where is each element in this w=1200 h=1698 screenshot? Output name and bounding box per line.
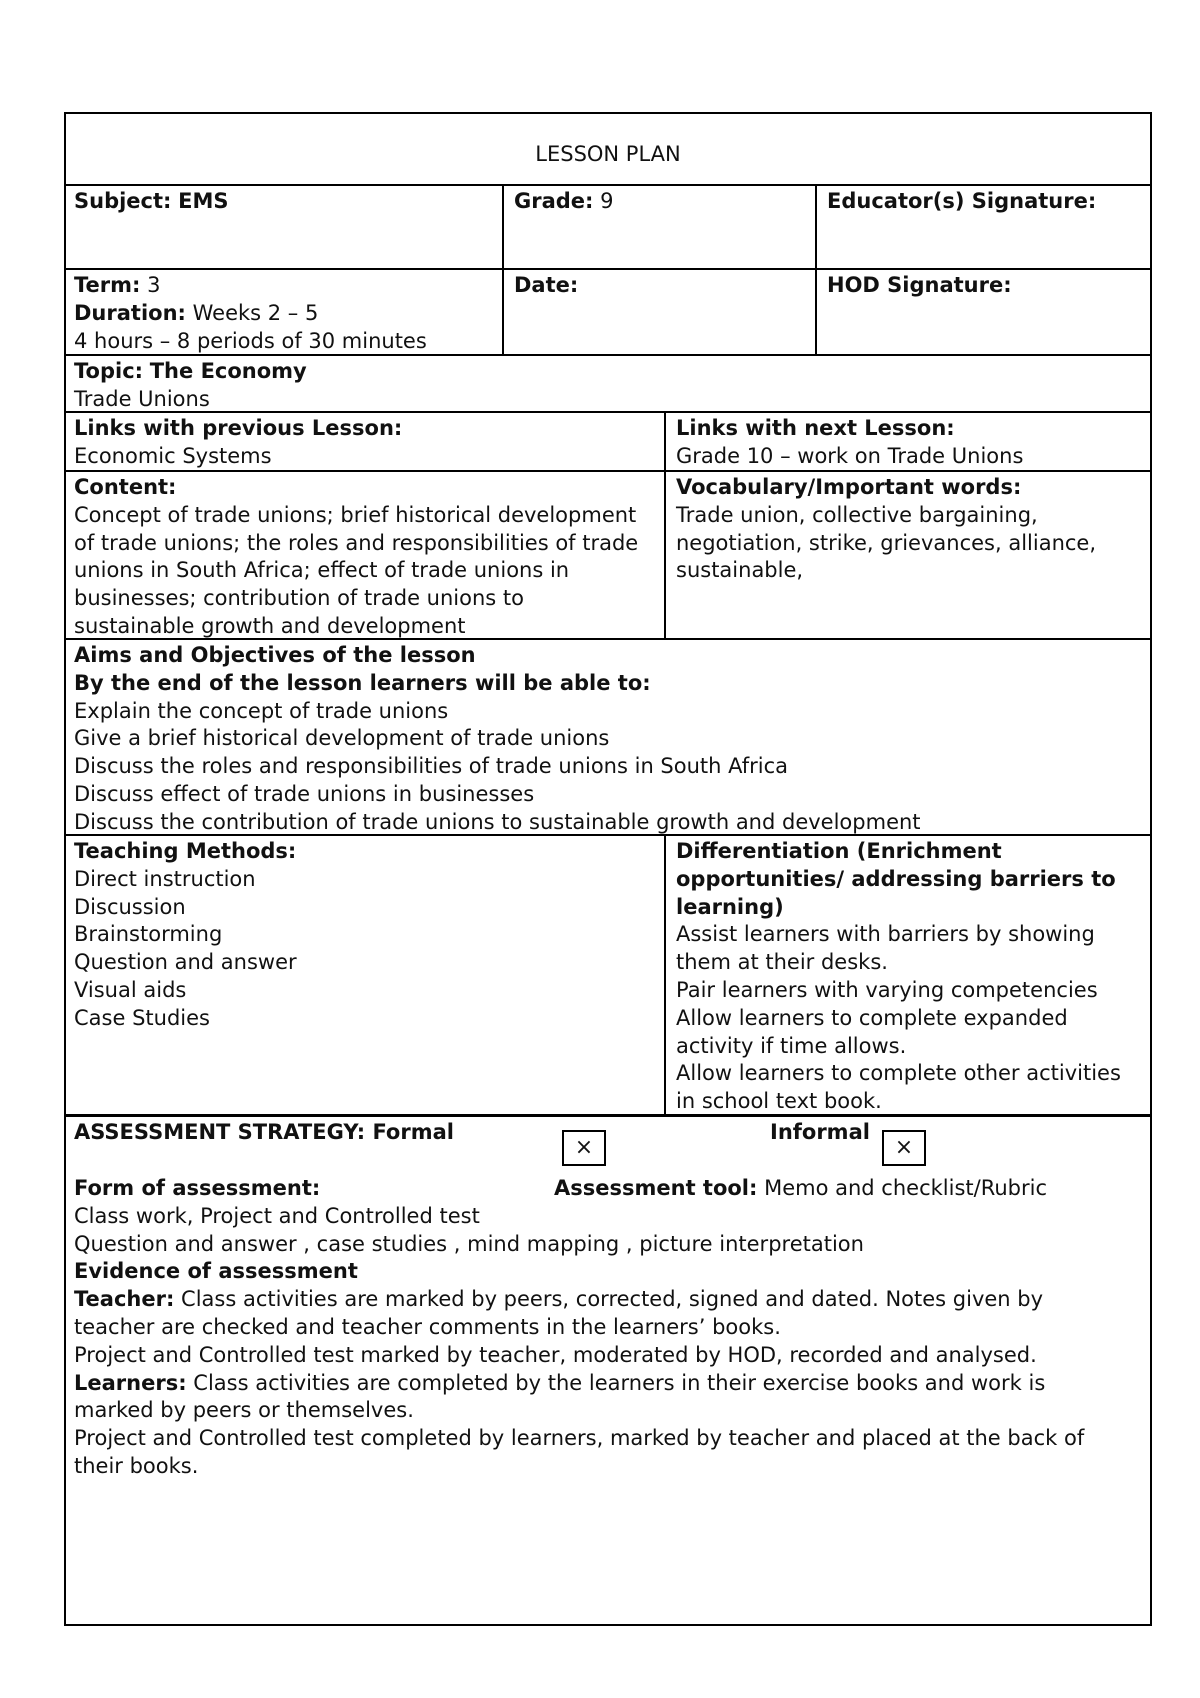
term-label: Term: [74,273,141,297]
teaching-method-item: Case Studies [74,1005,210,1030]
lesson-plan-title: LESSON PLAN [535,142,681,166]
aims-cell [64,641,1152,838]
links-previous-label: Links with previous Lesson: [74,416,403,440]
teacher-label: Teacher: [74,1287,175,1312]
subject-value: EMS [178,189,229,213]
learners-label: Learners: [74,1370,187,1395]
topic-value: The Economy [149,359,307,383]
teaching-method-item: Question and answer [74,950,297,975]
grade-value: 9 [600,189,614,213]
aims-item: Discuss effect of trade unions in businesses [74,781,535,806]
teaching-method-item: Direct instruction [74,866,256,891]
evidence-label: Evidence of assessment [74,1259,358,1284]
grade-label: Grade: [514,189,594,213]
duration-detail: 4 hours – 8 periods of 30 minutes [74,328,427,353]
content-line: of trade unions; the roles and responsibilities of trade [74,530,639,555]
topic-label: Topic: [74,359,144,383]
informal-label: Informal [770,1120,870,1144]
content-label: Content: [74,475,177,499]
teaching-method-item: Visual aids [74,977,187,1002]
differentiation-label: learning) [676,894,784,919]
aims-label: Aims and Objectives of the lesson [74,643,476,667]
teacher-evidence-line: Project and Controlled test marked by teacher, moderated by HOD, recorded and analysed. [74,1342,1037,1367]
informal-checkbox[interactable]: × [882,1130,926,1166]
page-title [64,140,1152,170]
assessment-tool-value: Memo and checklist/Rubric [764,1176,1048,1200]
assessment-tool-label: Assessment tool: [554,1176,758,1200]
date-label: Date: [514,273,579,297]
duration-label: Duration: [74,300,186,325]
vocabulary-line: negotiation, strike, grievances, alliance, [676,530,1097,555]
topic-subtopic: Trade Unions [74,386,210,411]
differentiation-line: activity if time allows. [676,1033,907,1058]
differentiation-line: them at their desks. [676,950,888,975]
teaching-methods-cell [64,837,664,1034]
content-line: businesses; contribution of trade unions to [74,586,524,611]
grade-cell [504,187,815,217]
assessment-strategy-label: ASSESSMENT STRATEGY: Formal [74,1120,454,1144]
differentiation-label: Differentiation (Enrichment [676,839,1002,863]
term-cell [64,271,502,356]
assessment-cell [64,1174,1152,1482]
subject-cell [64,187,502,217]
form-of-assessment-line: Question and answer , case studies , mind mapping , picture interpretation [74,1231,864,1256]
form-of-assessment-label: Form of assessment: [74,1176,321,1200]
differentiation-line: Pair learners with varying competencies [676,977,1098,1002]
vocabulary-cell [666,473,1152,586]
aims-item: Discuss the contribution of trade unions to sustainable growth and development [74,809,921,834]
vocabulary-line: sustainable, [676,558,804,583]
date-cell [504,271,815,301]
form-of-assessment-line: Class work, Project and Controlled test [74,1203,480,1228]
links-next-value: Grade 10 – work on Trade Unions [676,443,1024,468]
topic-cell [64,357,1152,415]
content-line: sustainable growth and development [74,613,466,638]
differentiation-label: opportunities/ addressing barriers to [676,866,1116,891]
educator-signature-label: Educator(s) Signature: [827,189,1097,213]
links-next-label: Links with next Lesson: [676,416,955,440]
aims-item: Explain the concept of trade unions [74,698,449,723]
content-line: Concept of trade unions; brief historical development [74,502,637,527]
differentiation-line: Allow learners to complete expanded [676,1005,1068,1030]
aims-item: Discuss the roles and responsibilities of trade unions in South Africa [74,754,789,779]
content-line: unions in South Africa; effect of trade unions in [74,558,570,583]
rule [64,184,1152,186]
vocabulary-line: Trade union, collective bargaining, [676,502,1038,527]
learners-evidence-line: Class activities are completed by the learners in their exercise books and work is [193,1370,1046,1395]
teaching-method-item: Discussion [74,894,186,919]
vocabulary-label: Vocabulary/Important words: [676,475,1022,499]
differentiation-cell [666,837,1152,1117]
teacher-evidence-line: Class activities are marked by peers, corrected, signed and dated. Notes given by [181,1287,1044,1312]
links-next-cell [666,414,1152,472]
links-previous-value: Economic Systems [74,443,272,468]
teaching-method-item: Brainstorming [74,922,223,947]
formal-checkbox[interactable]: × [562,1130,606,1166]
teaching-methods-label: Teaching Methods: [74,839,297,863]
teacher-evidence-line: teacher are checked and teacher comments in the learners’ books. [74,1314,781,1339]
hod-signature-label: HOD Signature: [827,273,1012,297]
differentiation-line: Allow learners to complete other activities [676,1061,1121,1086]
learners-evidence-line: their books. [74,1453,199,1478]
differentiation-line: in school text book. [676,1089,882,1114]
links-previous-cell [64,414,664,472]
hod-signature-cell [817,271,1152,301]
learners-evidence-line: Project and Controlled test completed by learners, marked by teacher and placed at the back of [74,1426,1085,1451]
duration-value: Weeks 2 – 5 [192,300,319,325]
learners-evidence-line: marked by peers or themselves. [74,1398,414,1423]
content-cell [64,473,664,642]
differentiation-line: Assist learners with barriers by showing [676,922,1095,947]
rule [64,268,1152,270]
aims-item: Give a brief historical development of trade unions [74,726,610,751]
educator-signature-cell [817,187,1152,217]
subject-label: Subject: [74,189,172,213]
term-value: 3 [147,273,161,297]
aims-intro: By the end of the lesson learners will be able to: [74,670,651,695]
